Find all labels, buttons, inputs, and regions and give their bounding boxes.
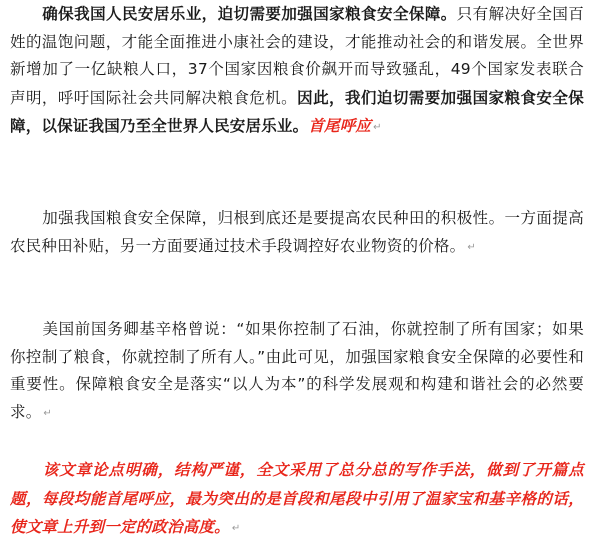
paragraph-food-security-intro — [10, 0, 584, 142]
paragraph-body: 加强我国粮食安全保障，归根到底还是要提高农民种田的积极性。一方面提高农民种田补贴，另一方面要通过技术手段调控好农业物资的价格。 — [10, 209, 584, 255]
annotation-label: 首尾呼应 — [308, 116, 372, 135]
paragraph-mark-icon: ↵ — [231, 523, 241, 534]
paragraph-kissinger-quote — [10, 316, 584, 427]
paragraph-body: 只有解决好全国百姓的温饱问题，才能全面推进小康社会的建设，才能推动社会的和谐发展。全世界新增加了一亿缺粮人口，37个国家因粮食价飙开而导致骚乱，49个国家发表联合声明，呼吁国际社会共同解决粮食危机。 — [10, 5, 585, 107]
paragraph-body: 美国前国务卿基辛格曾说：“如果你控制了石油，你就控制了所有国家；如果你控制了粮食，你就控制了所有人。”由此可见，加强国家粮食安全保障的必要性和重要性。保障粮食安全是落实“以人为本”的科学发展观和构建和谐社会的必然要求。 — [10, 320, 584, 421]
paragraph-mark-icon: ↵ — [467, 241, 476, 253]
paragraph-commentary — [10, 456, 584, 543]
commentary-text: 该文章论点明确，结构严谨，全文采用了总分总的写作手法，做到了开篇点题，每段均能首尾呼应，最为突出的是首段和尾段中引用了温家宝和基辛格的话，使文章上升到一定的政治高度。 — [10, 460, 584, 536]
paragraph-farmer-incentive — [10, 205, 584, 261]
paragraph-mark-icon: ↵ — [43, 407, 52, 419]
conclusion-sentence: 因此，我们迫切需要加强国家粮食安全保障，以保证我国乃至全世界人民安居乐业。 — [10, 87, 584, 135]
paragraph-mark-icon: ↵ — [373, 122, 382, 133]
lead-sentence: 确保我国人民安居乐业，迫切需要加强国家粮食安全保障。 — [42, 4, 457, 23]
